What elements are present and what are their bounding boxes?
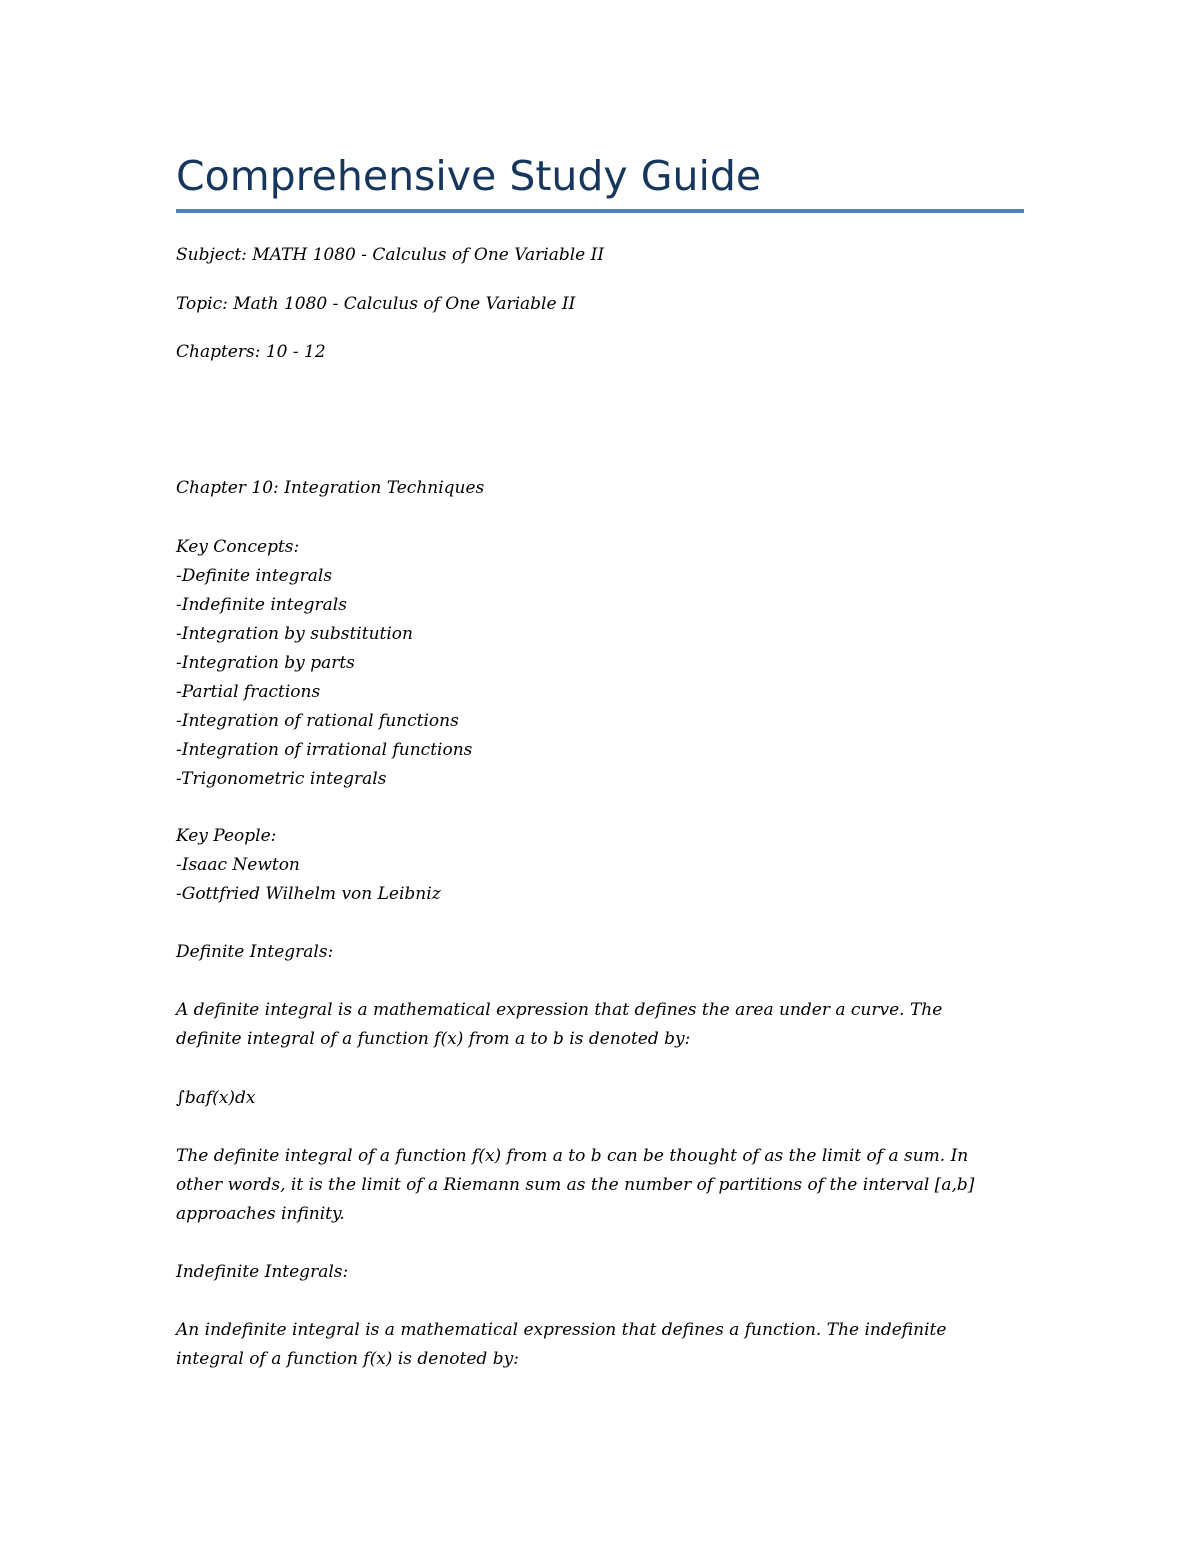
title-underline	[176, 209, 1024, 213]
document-title: Comprehensive Study Guide	[176, 152, 762, 200]
key-people-list	[176, 822, 441, 909]
paragraph-line: approaches infinity.	[176, 1204, 345, 1224]
list-item: -Isaac Newton	[176, 855, 300, 875]
paragraph-line: The definite integral of a function f(x) from a to b can be thought of as the limit of a sum. In	[176, 1146, 969, 1166]
key-people-label: Key People:	[176, 826, 277, 846]
list-item: -Gottfried Wilhelm von Leibniz	[176, 884, 441, 904]
definite-integral-formula: ∫baf(x)dx	[176, 1088, 256, 1108]
chapters-line: Chapters: 10 - 12	[176, 342, 326, 362]
list-item: -Integration by parts	[176, 653, 355, 673]
list-item: -Trigonometric integrals	[176, 769, 387, 789]
list-item: -Integration of irrational functions	[176, 740, 473, 760]
list-item: -Indefinite integrals	[176, 595, 347, 615]
paragraph-line: definite integral of a function f(x) from a to b is denoted by:	[176, 1029, 691, 1049]
definite-integrals-heading: Definite Integrals:	[176, 942, 334, 962]
key-concepts-label: Key Concepts:	[176, 537, 300, 557]
paragraph-line: integral of a function f(x) is denoted by:	[176, 1349, 519, 1369]
riemann-sum-paragraph	[176, 1142, 974, 1229]
chapter-heading: Chapter 10: Integration Techniques	[176, 478, 485, 498]
indefinite-integrals-paragraph	[176, 1316, 946, 1374]
list-item: -Integration by substitution	[176, 624, 413, 644]
subject-line: Subject: MATH 1080 - Calculus of One Variable II	[176, 245, 605, 265]
paragraph-line: An indefinite integral is a mathematical expression that defines a function. The indefinite	[176, 1320, 947, 1340]
topic-line: Topic: Math 1080 - Calculus of One Variable II	[176, 294, 576, 314]
indefinite-integrals-heading: Indefinite Integrals:	[176, 1262, 349, 1282]
list-item: -Integration of rational functions	[176, 711, 459, 731]
list-item: -Partial fractions	[176, 682, 321, 702]
paragraph-line: other words, it is the limit of a Riemann sum as the number of partitions of the interval [a,b]	[176, 1175, 975, 1195]
paragraph-line: A definite integral is a mathematical expression that defines the area under a curve. The	[176, 1000, 943, 1020]
definite-integrals-paragraph	[176, 996, 942, 1054]
list-item: -Definite integrals	[176, 566, 333, 586]
key-concepts-list	[176, 533, 472, 794]
